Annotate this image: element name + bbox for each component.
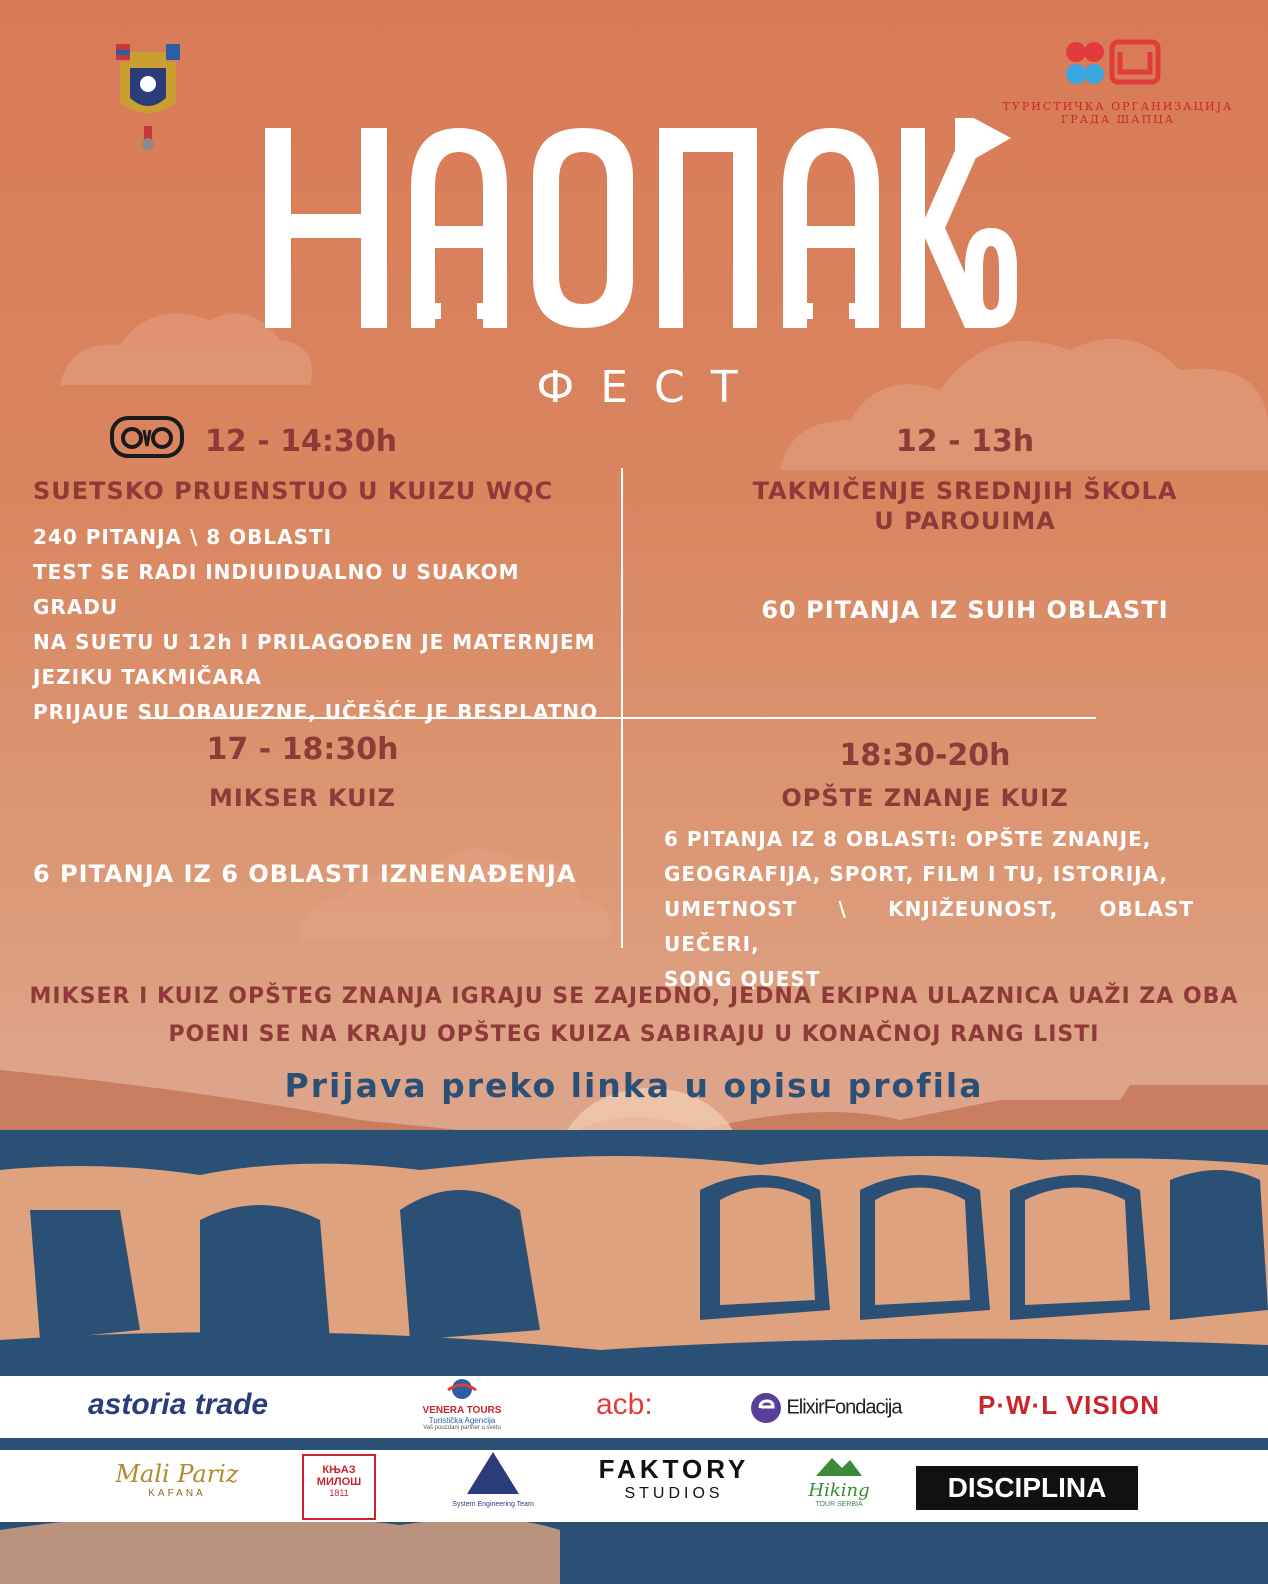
sponsor-hiking [796, 1454, 882, 1508]
festival-subtitle: ФЕСТ [536, 362, 764, 413]
event3-time: 17 - 18:30h [206, 732, 399, 767]
sponsor-pwl-vision: P·W·L VISION [978, 1390, 1160, 1420]
elixir-name: ElixirFondacija [786, 1396, 902, 1419]
mountain-icon [814, 1454, 864, 1476]
sponsor-elixir [750, 1392, 902, 1424]
event1-line: TEST SE RADI INDIUIDUALNO U SUAKOM GRADU [33, 560, 520, 619]
wqc-logo-icon [110, 416, 184, 458]
sponsor-faktory [594, 1454, 754, 1503]
event4-title: OPŠTE ZNANJE KUIZ [781, 784, 1069, 812]
knjaz-name: КЊАЗ МИЛОШ [316, 1464, 362, 1488]
venera-tag: Vaš pouzdani partner u svetu [423, 1425, 501, 1431]
venera-sub: Turistička Agencija [428, 1416, 496, 1425]
note-line-2: POENI SE NA KRAJU OPŠTEG KUIZA SABIRAJU U KONAČNOJ RANG LISTI [168, 1022, 1100, 1047]
event2-title-line2: U PAROUIMA [874, 507, 1056, 535]
sponsor-band-2 [0, 1450, 1268, 1522]
hiking-sub: TOUR SERBIA [815, 1501, 863, 1508]
sponsor-astoria-trade: astoria trade [88, 1388, 269, 1421]
elixir-logo-icon [750, 1392, 782, 1424]
sponsor-venera-tours [420, 1378, 504, 1432]
sponsor-mali-pariz [112, 1460, 242, 1499]
org-name-line1: ТУРИСТИЧКА ОРГАНИЗАЦИЈА [1002, 100, 1234, 113]
registration-text: Prijava preko linka u opisu profila [284, 1066, 984, 1105]
event4-line: GEOGRAFIJA, SPORT, FILM I TU, ISTORIJA, [664, 862, 1169, 886]
sponsor-acb: acb: [596, 1388, 653, 1421]
event4-line: UMETNOST \ KNJIŽEUNOST, OBLAST UEČERI, [664, 897, 1194, 956]
sponsor-band-1 [0, 1376, 1268, 1438]
event1-time: 12 - 14:30h [205, 424, 397, 459]
event2-time: 12 - 13h [895, 424, 1035, 459]
event4-description [664, 822, 1194, 997]
event4-time: 18:30-20h [839, 738, 1011, 773]
set-sub: System Engineering Team [452, 1501, 534, 1508]
event1-line: 240 PITANJA \ 8 OBLASTI [33, 525, 333, 549]
event3-title: MIKSER KUIZ [209, 784, 396, 812]
tourist-org-name [1000, 100, 1236, 126]
mali-pariz-name: Mali Pariz [115, 1460, 239, 1488]
event1-line: PRIJAUE SU OBAUEZNE, UČEŠĆE JE BESPLATNO [33, 700, 599, 724]
event1-description [33, 520, 603, 730]
knjaz-year: 1811 [329, 1488, 349, 1498]
hiking-name: Hiking [808, 1480, 870, 1501]
event2-description: 60 PITANJA IZ SUIH OBLASTI [761, 596, 1169, 624]
set-logo-icon [465, 1450, 521, 1496]
note-line-1: MIKSER I KUIZ OPŠTEG ZNANJA IGRAJU SE ZAJEDNO, JEDNA EKIPNA ULAZNICA UAŽI ZA OBA [29, 984, 1239, 1009]
event3-description: 6 PITANJA IZ 6 OBLASTI IZNENAĐENJA [33, 860, 577, 888]
event2-title-line1: TAKMIČENJE SREDNJIH ŠKOLA [752, 477, 1178, 505]
event1-line: NA SUETU U 12h I PRILAGOĐEN JE MATERNJEM [33, 630, 596, 654]
city-coat-of-arms-icon [108, 40, 188, 155]
event4-line: 6 PITANJA IZ 8 OBLASTI: OPŠTE ZNANJE, [664, 827, 1152, 851]
event4-line: SONG QUEST [664, 967, 821, 991]
sponsor-knjaz-milos [302, 1454, 376, 1520]
org-name-line2: ГРАДА ШАПЦА [1060, 113, 1176, 126]
mali-pariz-sub: KAFANA [148, 1488, 206, 1499]
faktory-name: FAKTORY [598, 1454, 750, 1484]
event1-title: SUETSKO PRUENSTUO U KUIZU WQC [33, 477, 554, 505]
festival-title-logo [265, 118, 1025, 338]
tourist-org-logo-icon [1060, 38, 1170, 90]
sponsor-disciplina: DISCIPLINA [916, 1466, 1138, 1510]
venera-name: VENERA TOURS [422, 1405, 502, 1416]
event1-line: JEZIKU TAKMIČARA [33, 665, 262, 689]
faktory-sub: STUDIOS [624, 1485, 724, 1502]
sponsor-set [448, 1450, 538, 1508]
globe-icon [442, 1378, 482, 1400]
